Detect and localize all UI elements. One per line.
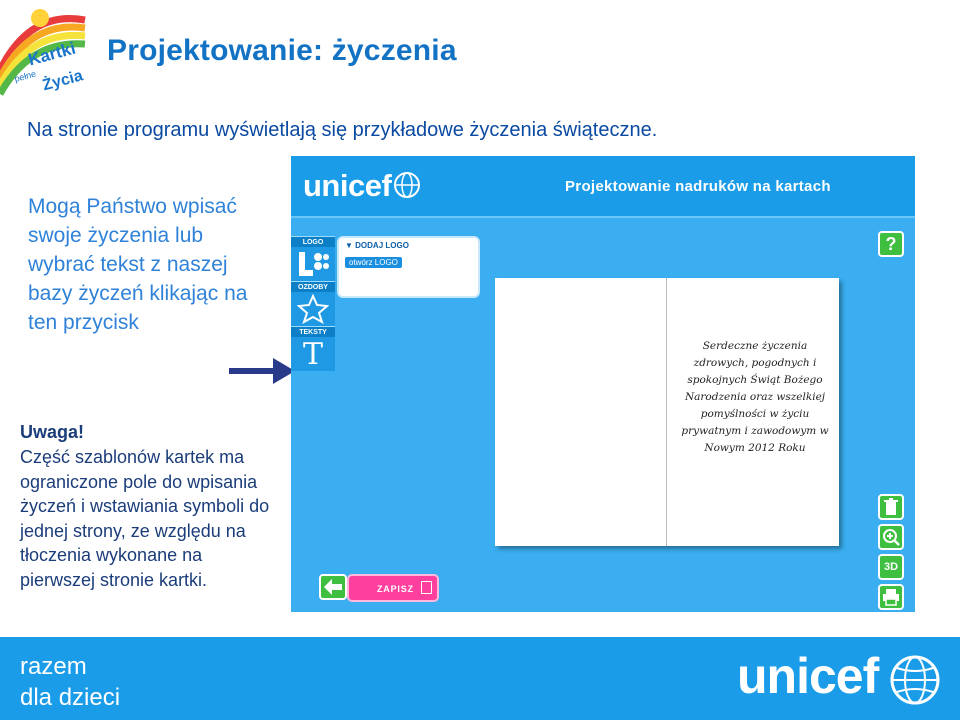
right-toolbar (878, 494, 904, 612)
tool-label-ozdoby: OZDOBY (291, 281, 335, 292)
svg-text:Życia: Życia (40, 67, 85, 95)
card-fold-line (666, 278, 667, 546)
unicef-globe-icon (889, 654, 941, 706)
save-button[interactable] (347, 574, 439, 602)
tool-label-teksty: TEKSTY (291, 326, 335, 337)
slide-title: Projektowanie: życzenia (107, 34, 457, 67)
print-icon[interactable] (878, 584, 904, 610)
card-preview (495, 278, 839, 546)
footer-bar (0, 637, 960, 720)
trash-icon[interactable] (878, 494, 904, 520)
star-icon[interactable] (291, 292, 335, 326)
help-button[interactable]: ? (878, 231, 904, 257)
arrow-left-icon (324, 579, 342, 595)
footer-slogan (20, 651, 120, 713)
svg-text:Kartki: Kartki (26, 38, 78, 70)
3d-view-icon[interactable]: 3D (878, 554, 904, 580)
unicef-globe-icon (393, 171, 421, 199)
warning-title: Uwaga! (20, 422, 85, 442)
svg-text:pełne: pełne (13, 68, 38, 84)
app-header-title: Projektowanie nadruków na kartach (565, 178, 831, 195)
app-brand: unicef (303, 168, 392, 203)
pointer-arrow-icon (229, 356, 295, 386)
footer-brand: unicef (737, 648, 879, 704)
open-logo-button[interactable]: otwórz LOGO (345, 257, 402, 268)
panel-header: ▼ DODAJ LOGO (345, 241, 409, 250)
rainbow-logo-icon (0, 0, 100, 100)
card-greeting-text[interactable]: Serdeczne życzenia zdrowych, pogodnych i spokojnych Świąt Bożego Narodzenia oraz wszelkiej pomyślności w życiu prywatnym i zawodowym w Nowym 2012 Roku (681, 340, 829, 454)
slide-subtitle: Na stronie programu wyświetlają się przykładowe życzenia świąteczne. (27, 119, 658, 141)
add-logo-panel (337, 236, 480, 298)
save-button-label: ZAPISZ (377, 584, 414, 594)
footer-line-2: dla dzieci (20, 684, 121, 711)
add-page-icon[interactable] (878, 524, 904, 550)
instruction-text: Mogą Państwo wpisać swoje życzenia lub wybrać tekst z naszej bazy życzeń klikając na ten przycisk (28, 195, 248, 334)
back-button[interactable] (319, 574, 347, 600)
kartki-pelne-zycia-logo (0, 0, 100, 100)
logo-grid-icon[interactable] (291, 247, 335, 281)
warning-text: Część szablonów kartek ma ograniczone pole do wpisania życzeń i wstawiania symboli do jednej strony, ze względu na tłoczenia wykonane na pierwszej stronie kartki. (20, 447, 270, 590)
footer-line-1: razem (20, 653, 87, 680)
tool-column (291, 236, 335, 371)
card-designer-screenshot (291, 156, 915, 612)
disk-icon (421, 581, 432, 594)
text-t-icon[interactable]: T (291, 337, 335, 371)
tool-label-logo: LOGO (291, 236, 335, 247)
app-header (291, 156, 915, 218)
